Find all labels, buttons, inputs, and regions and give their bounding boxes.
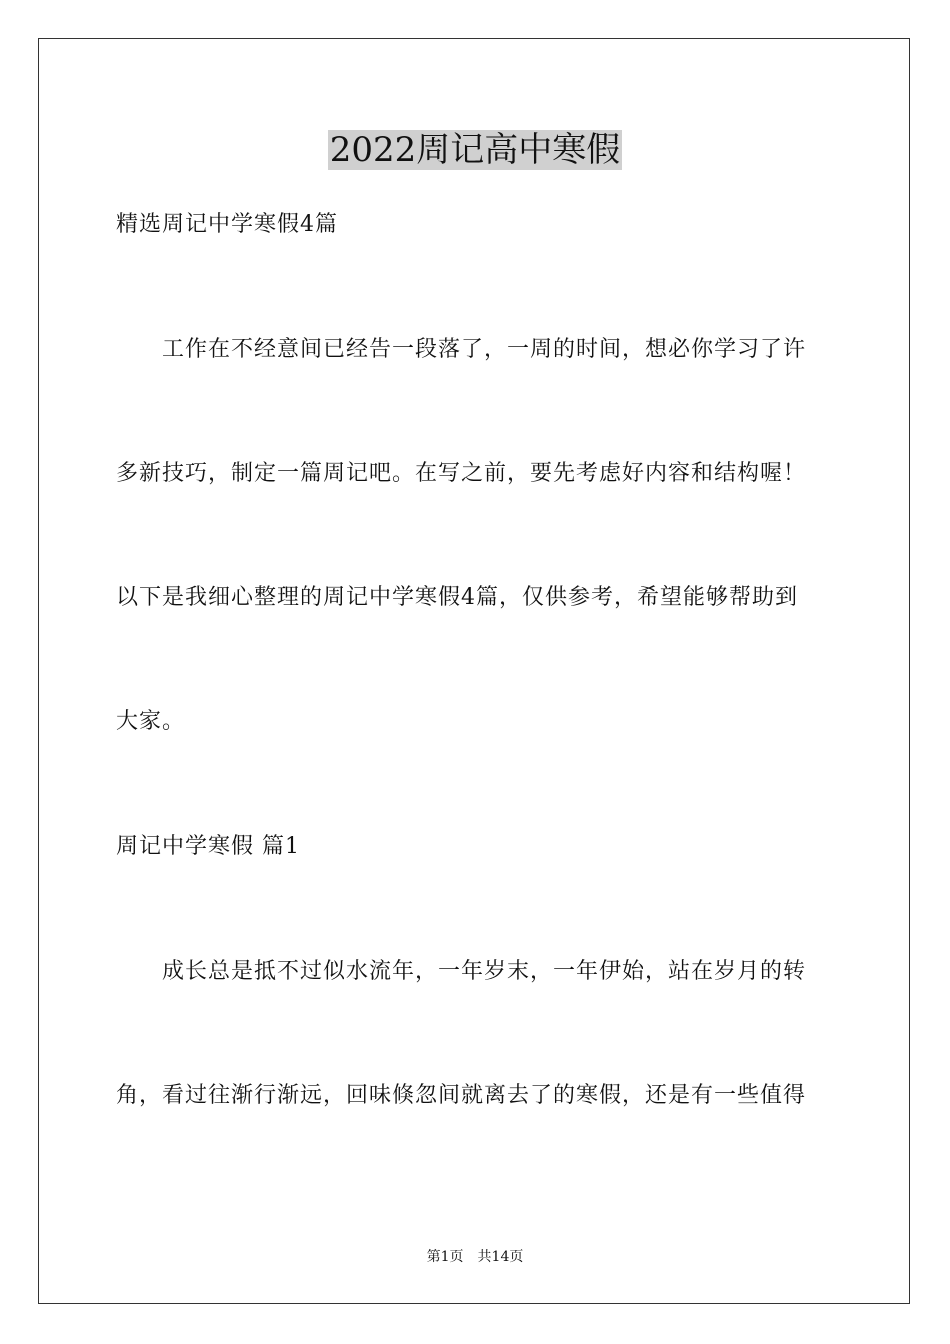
intro-line-3: 以下是我细心整理的周记中学寒假4篇，仅供参考，希望能够帮助到	[116, 585, 798, 610]
intro-line-1: 工作在不经意间已经告一段落了，一周的时间，想必你学习了许	[116, 337, 807, 362]
body-line-1: 成长总是抵不过似水流年，一年岁末，一年伊始，站在岁月的转	[116, 959, 807, 984]
document-title-text: 2022周记高中寒假	[329, 130, 621, 170]
document-subtitle: 精选周记中学寒假4篇	[116, 212, 338, 237]
intro-line-4: 大家。	[116, 709, 186, 734]
intro-line-2: 多新技巧，制定一篇周记吧。在写之前，要先考虑好内容和结构喔！	[116, 461, 807, 486]
section-heading: 周记中学寒假 篇1	[116, 834, 300, 859]
document-title	[0, 128, 950, 172]
body-line-2: 角，看过往渐行渐远，回味倏忽间就离去了的寒假，还是有一些值得	[116, 1083, 807, 1108]
page-footer: 第1页 共14页	[426, 1249, 524, 1265]
